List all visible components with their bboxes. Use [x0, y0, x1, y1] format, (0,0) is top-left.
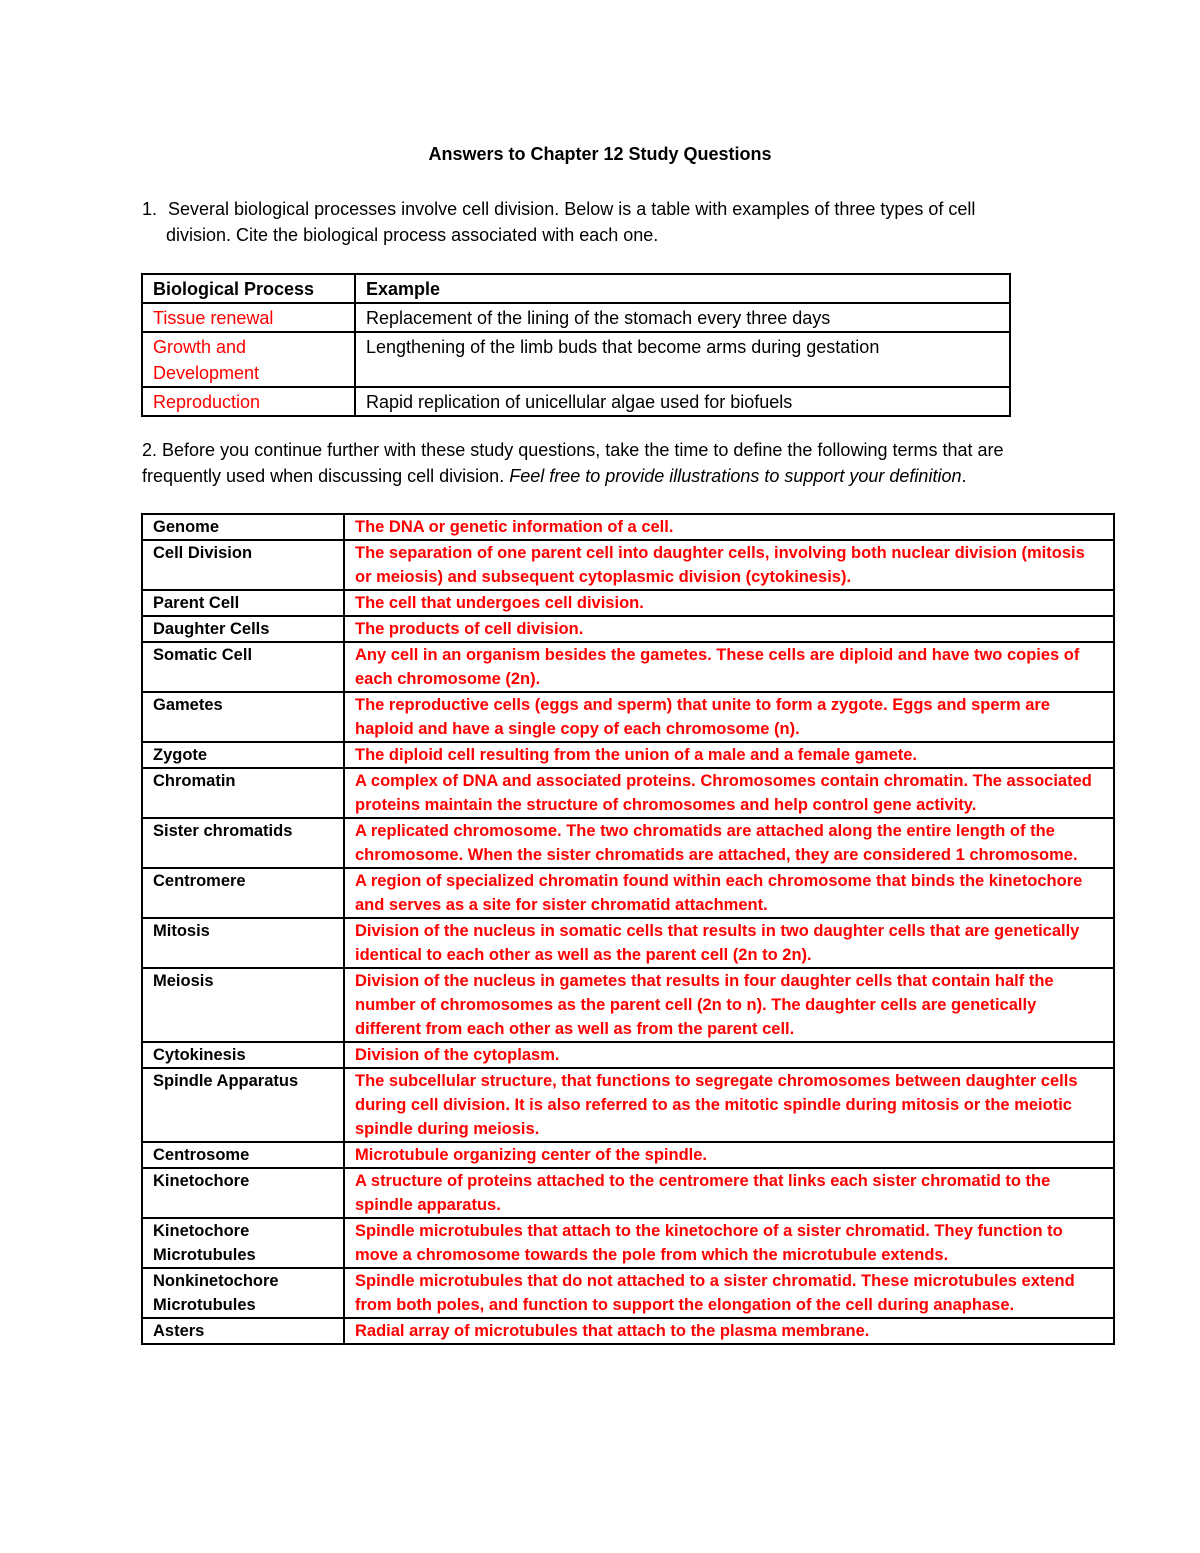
- table-row: [142, 1142, 1114, 1168]
- term-cell: Sister chromatids: [142, 818, 344, 868]
- table-row: [142, 303, 1010, 332]
- term-cell: Cytokinesis: [142, 1042, 344, 1068]
- term-cell: Kinetochore: [142, 1168, 344, 1218]
- term-cell: Centrosome: [142, 1142, 344, 1168]
- table-row: [142, 968, 1114, 1042]
- example-cell: Lengthening of the limb buds that become arms during gestation: [355, 332, 1010, 387]
- definition-cell: The reproductive cells (eggs and sperm) that unite to form a zygote. Eggs and sperm are haploid and have a single copy of each chromosome (n).: [344, 692, 1114, 742]
- table-row: [142, 1168, 1114, 1218]
- question-2-number: 2.: [142, 440, 158, 460]
- table-row: [142, 768, 1114, 818]
- definition-cell: The cell that undergoes cell division.: [344, 590, 1114, 616]
- definition-cell: The DNA or genetic information of a cell.: [344, 514, 1114, 540]
- term-cell: Cell Division: [142, 540, 344, 590]
- definition-cell: A complex of DNA and associated proteins. Chromosomes contain chromatin. The associated proteins maintain the structure of chromosomes and help control gene activity.: [344, 768, 1114, 818]
- process-cell: Tissue renewal: [142, 303, 355, 332]
- definition-cell: The subcellular structure, that functions to segregate chromosomes between daughter cells during cell division. It is also referred to as the mitotic spindle during mitosis or the meiotic spindle during meiosis.: [344, 1068, 1114, 1142]
- term-cell: Nonkinetochore Microtubules: [142, 1268, 344, 1318]
- term-cell: Meiosis: [142, 968, 344, 1042]
- definition-cell: The diploid cell resulting from the union of a male and a female gamete.: [344, 742, 1114, 768]
- header-example: Example: [355, 274, 1010, 303]
- definition-cell: Radial array of microtubules that attach to the plasma membrane.: [344, 1318, 1114, 1344]
- term-cell: Zygote: [142, 742, 344, 768]
- question-2: [142, 437, 1072, 489]
- table-row: [142, 918, 1114, 968]
- question-1-text-line1: Several biological processes involve cell division. Below is a table with examples of three types of cell: [168, 199, 976, 219]
- term-cell: Parent Cell: [142, 590, 344, 616]
- definition-cell: A region of specialized chromatin found within each chromosome that binds the kinetochore and serves as a site for sister chromatid attachment.: [344, 868, 1114, 918]
- example-cell: Rapid replication of unicellular algae used for biofuels: [355, 387, 1010, 416]
- question-2-italic-note: Feel free to provide illustrations to support your definition: [509, 466, 962, 486]
- table-row: [142, 1268, 1114, 1318]
- definition-cell: Any cell in an organism besides the gametes. These cells are diploid and have two copies of each chromosome (2n).: [344, 642, 1114, 692]
- term-cell: Centromere: [142, 868, 344, 918]
- process-table: [141, 273, 1011, 417]
- question-1-number: 1.: [142, 199, 158, 219]
- definition-cell: Spindle microtubules that do not attached to a sister chromatid. These microtubules extend from both poles, and function to support the elongation of the cell during anaphase.: [344, 1268, 1114, 1318]
- table-row: [142, 818, 1114, 868]
- page-title: Answers to Chapter 12 Study Questions: [428, 144, 772, 164]
- question-2-end: .: [961, 466, 967, 486]
- process-cell: Growth and Development: [142, 332, 355, 387]
- table-row: [142, 540, 1114, 590]
- definition-cell: A replicated chromosome. The two chromatids are attached along the entire length of the chromosome. When the sister chromatids are attached, they are considered 1 chromosome.: [344, 818, 1114, 868]
- table-row: [142, 387, 1010, 416]
- term-cell: Mitosis: [142, 918, 344, 968]
- table-row: [142, 332, 1010, 387]
- term-cell: Genome: [142, 514, 344, 540]
- process-table-header: [142, 274, 1010, 303]
- header-biological-process: Biological Process: [142, 274, 355, 303]
- term-cell: Somatic Cell: [142, 642, 344, 692]
- definition-cell: The products of cell division.: [344, 616, 1114, 642]
- definition-cell: A structure of proteins attached to the centromere that links each sister chromatid to the spindle apparatus.: [344, 1168, 1114, 1218]
- term-cell: Daughter Cells: [142, 616, 344, 642]
- table-row: [142, 1218, 1114, 1268]
- question-1-text-line2: division. Cite the biological process associated with each one.: [166, 225, 659, 245]
- table-row: [142, 514, 1114, 540]
- term-cell: Kinetochore Microtubules: [142, 1218, 344, 1268]
- definition-cell: Microtubule organizing center of the spindle.: [344, 1142, 1114, 1168]
- question-1: [142, 196, 1072, 248]
- table-row: [142, 1318, 1114, 1344]
- table-row: [142, 1042, 1114, 1068]
- process-cell: Reproduction: [142, 387, 355, 416]
- terms-table: [141, 513, 1115, 1345]
- definition-cell: Spindle microtubules that attach to the kinetochore of a sister chromatid. They function to move a chromosome towards the pole from which the microtubule extends.: [344, 1218, 1114, 1268]
- table-row: [142, 1068, 1114, 1142]
- term-cell: Chromatin: [142, 768, 344, 818]
- term-cell: Spindle Apparatus: [142, 1068, 344, 1142]
- example-cell: Replacement of the lining of the stomach every three days: [355, 303, 1010, 332]
- question-2-text: Before you continue further with these study questions, take the time to define the following terms that are frequently used when discussing cell division.: [142, 440, 1004, 486]
- term-cell: Gametes: [142, 692, 344, 742]
- term-cell: Asters: [142, 1318, 344, 1344]
- definition-cell: Division of the nucleus in gametes that results in four daughter cells that contain half the number of chromosomes as the parent cell (2n to n). The daughter cells are genetically different from each other as well as from the parent cell.: [344, 968, 1114, 1042]
- table-row: [142, 642, 1114, 692]
- table-row: [142, 742, 1114, 768]
- table-row: [142, 616, 1114, 642]
- table-row: [142, 692, 1114, 742]
- definition-cell: Division of the nucleus in somatic cells that results in two daughter cells that are genetically identical to each other as well as the parent cell (2n to 2n).: [344, 918, 1114, 968]
- table-row: [142, 868, 1114, 918]
- table-row: [142, 590, 1114, 616]
- definition-cell: The separation of one parent cell into daughter cells, involving both nuclear division (mitosis or meiosis) and subsequent cytoplasmic division (cytokinesis).: [344, 540, 1114, 590]
- definition-cell: Division of the cytoplasm.: [344, 1042, 1114, 1068]
